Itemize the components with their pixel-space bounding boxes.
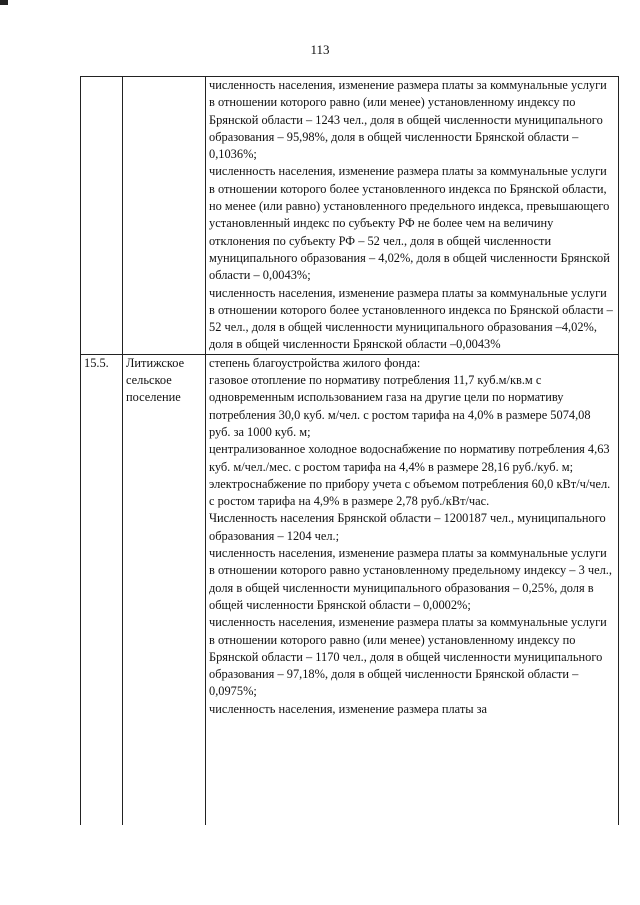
table-row (81, 77, 619, 355)
paragraph: численность населения, изменение размера платы за коммунальные услуги в отношении которого равно (или менее) установленному индексу по Брянской области – 1170 чел., доля в общей численности муниципального образования – 97,18%, доля в общей численности Брянской области – 0,0975%; (209, 615, 607, 699)
row-number-cell: 15.5. (81, 354, 123, 825)
paragraph: численность населения, изменение размера платы за коммунальные услуги в отношении которого равно (или менее) установленному индексу по Брянской области – 1243 чел., доля в общей численности муниципального образования – 95,98%, доля в общей численности Брянской области – 0,1036%; (209, 78, 607, 162)
row-name-cell (123, 77, 206, 355)
paragraph: газовое отопление по нормативу потребления 11,7 куб.м/кв.м с одновременным использованием газа на другие цели по нормативу потребления 30,0 куб. м/чел. с ростом тарифа на 4,0% в размере 5074,08 руб. за 1000 куб. м; (209, 373, 591, 439)
scan-corner-mark (0, 0, 8, 5)
settlement-name-line: поселение (126, 390, 181, 405)
document-table (80, 76, 619, 825)
paragraph: централизованное холодное водоснабжение по нормативу потребления 4,63 куб. м/чел./мес. с ростом тарифа на 4,4% в размере 28,16 руб./куб. м; (209, 442, 610, 474)
settlement-name-line: Литижское (126, 355, 185, 370)
page-number: 113 (310, 42, 330, 57)
row-text-cell (206, 354, 619, 825)
paragraph: численность населения, изменение размера платы за коммунальные услуги в отношении которого более установленного индекса по Брянской области – 52 чел., доля в общей численности муниципального образования –4,02%, доля в общей численности Брянской области –0,0043% (209, 285, 613, 352)
paragraph: Численность населения Брянской области – 1200187 чел., муниципального образования – 1204 чел.; (209, 511, 606, 543)
paragraph: численность населения, изменение размера платы за коммунальные услуги в отношении которого равно установленному предельному индексу – 3 чел., доля в общей численности муниципального образования – 0,25%, доля в общей численности Брянской области – 0,0002%; (209, 546, 612, 612)
table-row (81, 354, 619, 825)
row-name-cell (123, 354, 206, 825)
paragraph: численность населения, изменение размера платы за коммунальные услуги в отношении которого более установленного индекса по Брянской области, но менее (или равно) установленного предельного индекса, превышающего установленный индекс по субъекту РФ не более чем на величину отклонения по субъекту РФ – 52 чел., доля в общей численности муниципального образования – 4,02%, доля в общей численности Брянской области – 0,0043%; (209, 164, 610, 283)
paragraph: численность населения, изменение размера платы за (209, 701, 488, 716)
row-number-cell (81, 77, 123, 355)
paragraph: электроснабжение по прибору учета с объемом потребления 60,0 кВт/ч/чел. с ростом тарифа на 4,9% в размере 2,78 руб./кВт/час. (209, 476, 611, 509)
settlement-name-line: сельское (126, 373, 172, 388)
paragraph: степень благоустройства жилого фонда: (209, 355, 421, 370)
row-text-cell (206, 77, 619, 355)
